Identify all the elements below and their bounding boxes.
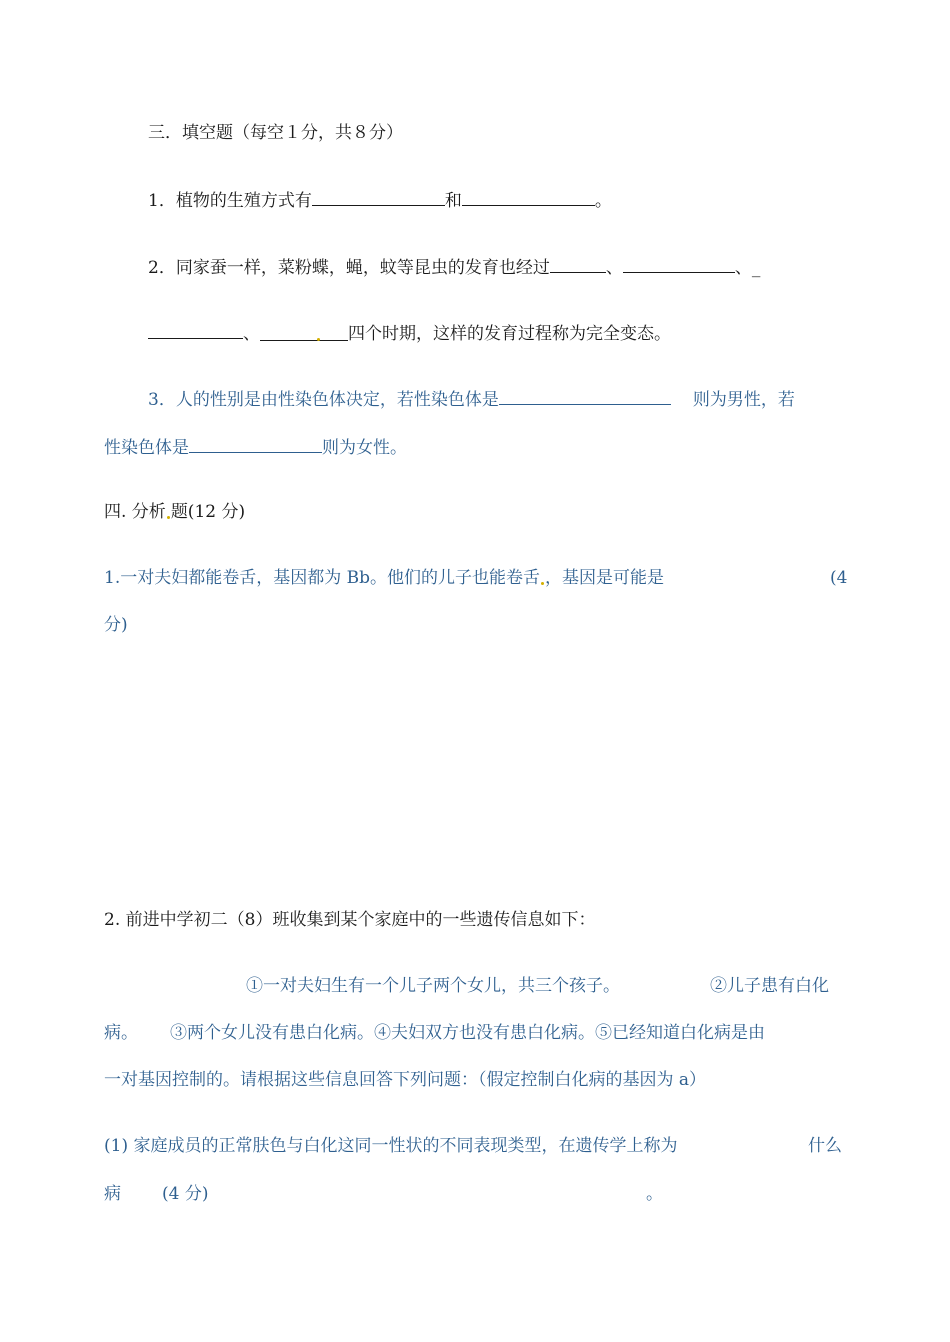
question-2-sep1: 、 bbox=[605, 258, 623, 278]
answer-blank[interactable] bbox=[550, 254, 606, 273]
question-1-suffix: 。 bbox=[594, 191, 612, 211]
analysis-q2-line-1a: ①一对夫妇生有一个儿子两个女儿，共三个孩子。 bbox=[246, 976, 620, 996]
yellow-dot-mark bbox=[167, 516, 170, 519]
question-3-prefix: 3．人的性别是由性染色体决定，若性染色体是 bbox=[148, 390, 499, 410]
answer-blank[interactable] bbox=[148, 320, 243, 339]
answer-blank[interactable] bbox=[462, 187, 595, 206]
question-2-sep3: 、 bbox=[243, 324, 260, 344]
analysis-q2-line-2a: 病。 bbox=[104, 1023, 138, 1043]
question-3-line-1 bbox=[148, 386, 795, 412]
answer-blank[interactable] bbox=[260, 322, 348, 341]
question-1-prefix: 1．植物的生殖方式有 bbox=[148, 191, 312, 211]
analysis-q2-line-2b: ③两个女儿没有患白化病。④夫妇双方也没有患白化病。⑤已经知道白化病是由 bbox=[170, 1023, 765, 1043]
question-2-sep2: 、_ bbox=[734, 258, 761, 278]
question-2-suffix: 四个时期，这样的发育过程称为完全变态。 bbox=[348, 324, 671, 344]
yellow-dot-mark bbox=[317, 338, 320, 341]
section3-heading: 三．填空题（每空１分，共８分） bbox=[148, 123, 403, 143]
question-3-line2-suffix: 则为女性。 bbox=[322, 438, 407, 458]
analysis-q2-intro: 2. 前进中学初二（8）班收集到某个家庭中的一些遗传信息如下： bbox=[104, 910, 596, 930]
analysis-q2-sub1-line-1b: 什么 bbox=[808, 1136, 842, 1156]
answer-blank[interactable] bbox=[189, 434, 322, 453]
question-2-line-2 bbox=[148, 320, 671, 346]
answer-blank[interactable] bbox=[312, 187, 445, 206]
question-2-prefix: 2．同家蚕一样，菜粉蝶，蝇，蚊等昆虫的发育也经过 bbox=[148, 258, 550, 278]
analysis-q1-text-a: 1.一对夫妇都能卷舌，基因都为 Bb。他们的儿子也能卷舌 bbox=[104, 568, 540, 588]
question-3-line-2 bbox=[104, 434, 407, 460]
analysis-q2-line-3: 一对基因控制的。请根据这些信息回答下列问题：（假定控制白化病的基因为 a） bbox=[104, 1070, 707, 1090]
section4-heading-b: 题(12 分) bbox=[170, 502, 246, 522]
analysis-q2-sub1-line-2c: 。 bbox=[646, 1184, 663, 1204]
analysis-q2-sub1-line-2a: 病 bbox=[104, 1184, 121, 1204]
analysis-q1-line-1 bbox=[104, 566, 664, 590]
analysis-q2-line-1b: ②儿子患有白化 bbox=[710, 976, 829, 996]
analysis-q2-sub1-line-2b: (4 分) bbox=[162, 1184, 209, 1204]
analysis-q1-line-2: 分) bbox=[104, 615, 128, 635]
question-2-line-1 bbox=[148, 254, 760, 280]
question-1 bbox=[148, 187, 612, 213]
yellow-dot-mark bbox=[541, 582, 544, 585]
question-1-mid: 和 bbox=[444, 191, 462, 211]
analysis-q2-sub1-line-1a: (1) 家庭成员的正常肤色与白化这同一性状的不同表现类型，在遗传学上称为 bbox=[104, 1136, 678, 1156]
answer-blank[interactable] bbox=[499, 386, 671, 405]
question-3-mid: 则为男性，若 bbox=[692, 390, 795, 410]
answer-blank[interactable] bbox=[623, 254, 735, 273]
section4-heading bbox=[104, 500, 245, 524]
section4-heading-a: 四. 分析 bbox=[104, 502, 166, 522]
analysis-q1-text-b: ，基因是可能是 bbox=[545, 568, 664, 588]
analysis-q1-score: (4 bbox=[830, 568, 848, 588]
question-3-line2-prefix: 性染色体是 bbox=[104, 438, 189, 458]
